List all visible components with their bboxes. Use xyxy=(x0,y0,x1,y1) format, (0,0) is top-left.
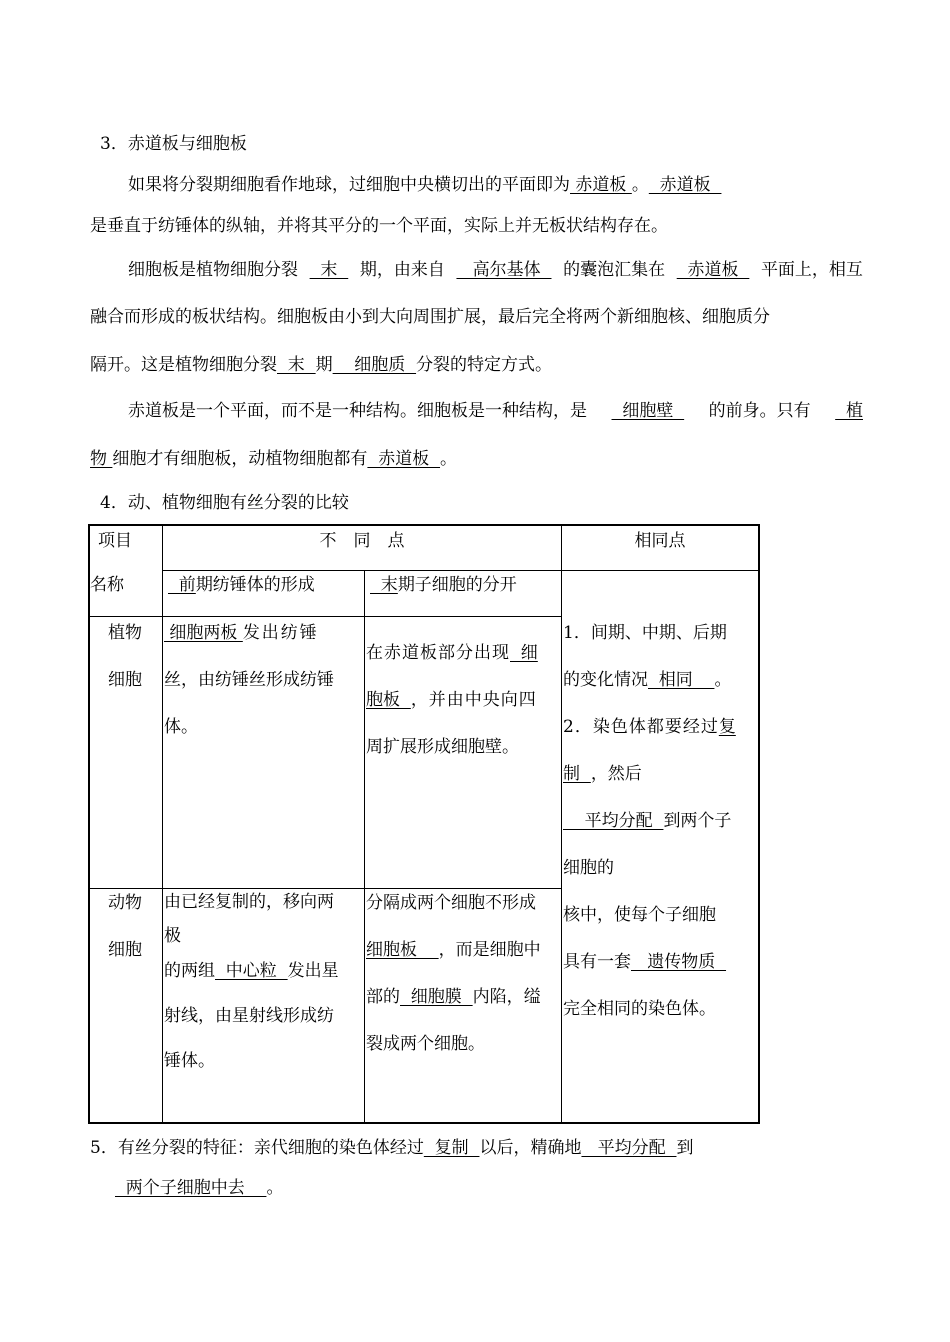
blank-answer: 两个子细胞中去 xyxy=(115,1178,267,1198)
blank-answer: 末 xyxy=(277,355,316,375)
paragraph-1-line-1: 如果将分裂期细胞看作地球，过细胞中央横切出的平面即为 赤道板 。 赤道板 xyxy=(128,175,722,195)
table-border-left xyxy=(88,524,90,1124)
blank-answer: 细胞壁 xyxy=(611,401,685,421)
comparison-table xyxy=(88,524,760,1124)
section-5-line-2: 两个子细胞中去 。 xyxy=(115,1178,284,1198)
header-item: 项目 xyxy=(98,531,132,551)
paragraph-3-line-1: 赤道板是一个平面，而不是一种结构。细胞板是一种结构，是 细胞壁 的前身。只有 植 xyxy=(128,396,863,421)
blank-answer: 细胞质 xyxy=(332,355,417,375)
paragraph-1-line-2: 是垂直于纺锤体的纵轴，并将其平分的一个平面，实际上并无板状结构存在。 xyxy=(90,216,668,236)
blank-answer: 植 xyxy=(835,401,863,421)
table-divider-col-1 xyxy=(162,524,163,1124)
paragraph-3-line-2: 物 细胞才有细胞板，动植物细胞都有 赤道板 。 xyxy=(90,449,458,469)
animal-cell-division: 分隔成两个细胞不形成 细胞板 ，而是细胞中 部的 细胞膜 内陷，缢 裂成两个细胞。 xyxy=(366,893,541,1054)
table-divider-col-2 xyxy=(364,570,365,1124)
blank-answer: 末 xyxy=(309,260,349,280)
section-5-line-1: 5．有丝分裂的特征：亲代细胞的染色体经过 复制 以后，精确地 平均分配 到 xyxy=(90,1138,694,1158)
header-name: 名称 xyxy=(90,575,124,595)
paragraph-2-line-3: 隔开。这是植物细胞分裂 末 期 细胞质 分裂的特定方式。 xyxy=(90,355,553,375)
row-label-animal: 动物 细胞 xyxy=(108,893,142,960)
blank-answer: 物 xyxy=(90,449,113,469)
plant-spindle-formation: 细胞两板 发出纺锤 丝，由纺锤丝形成纺锤 体。 xyxy=(164,623,334,737)
section-3-heading: 3．赤道板与细胞板 xyxy=(100,134,247,154)
blank-answer: 赤道板 xyxy=(648,175,722,195)
table-border-bottom xyxy=(88,1122,760,1124)
paragraph-2-line-2: 融合而形成的板状结构。细胞板由小到大向周围扩展，最后完全将两个新细胞核、细胞质分 xyxy=(90,307,770,327)
blank-answer: 复制 xyxy=(423,1138,480,1158)
blank-answer: 赤道板 xyxy=(570,175,632,195)
subheader-telophase-division: 末期子细胞的分开 xyxy=(370,575,517,595)
blank-answer: 赤道板 xyxy=(367,449,441,469)
animal-spindle-formation: 由已经复制的，移向两 极 的两组 中心粒 发出星 射线，由星射线形成纺 锤体。 xyxy=(164,892,339,1071)
blank-answer: 赤道板 xyxy=(676,260,750,280)
subheader-prophase-spindle: 前期纺锤体的形成 xyxy=(168,575,315,595)
plant-cell-division: 在赤道板部分出现 细 胞板 ，并由中央向四 周扩展形成细胞壁。 xyxy=(366,643,538,757)
header-different-points: 不 同 点 xyxy=(319,531,405,551)
blank-answer: 高尔基体 xyxy=(456,260,552,280)
row-label-plant: 植物 细胞 xyxy=(108,623,142,690)
header-same-points: 相同点 xyxy=(634,531,686,551)
same-points-content: 1．间期、中期、后期 的变化情况 相同 。 2．染色体都要经过复 制 ，然后 平均分配 到两个子 细胞的 核中，使每个子细胞 具有一套 遗传物质 完全相同的染色体。 xyxy=(563,623,736,1019)
blank-answer: 平均分配 xyxy=(581,1138,677,1158)
section-4-heading: 4．动、植物细胞有丝分裂的比较 xyxy=(100,493,349,513)
paragraph-2-line-1: 细胞板是植物细胞分裂 末 期，由来自 高尔基体 的囊泡汇集在 赤道板 平面上，相互 xyxy=(128,255,863,280)
